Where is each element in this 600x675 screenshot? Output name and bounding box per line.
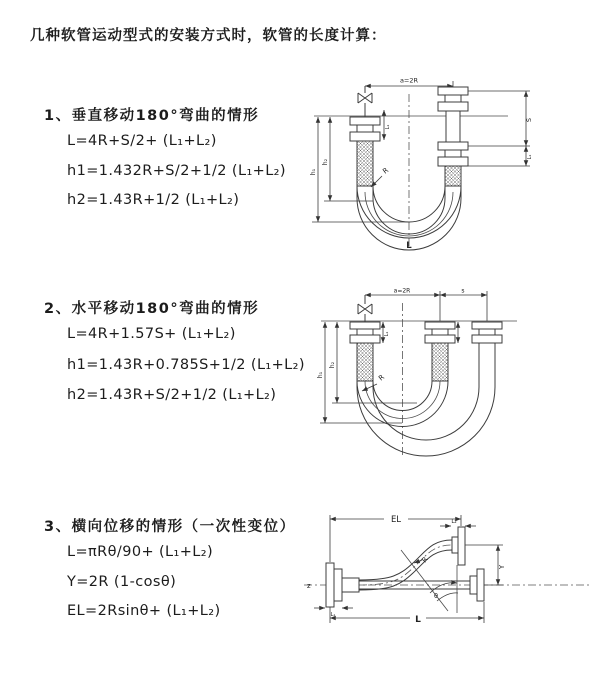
section-2-formula-l: L=4R+1.57S+ (L₁+L₂)	[67, 326, 236, 342]
diagram-horizontal-180-bend	[317, 283, 537, 460]
dimension-connector-right	[440, 519, 476, 526]
top-flange-hub	[452, 537, 458, 553]
right-hose-connector-moved	[472, 322, 502, 387]
dimension-stroke-s	[468, 91, 533, 166]
dim-label-s: S	[525, 117, 533, 123]
right-hose-connector-positions	[438, 87, 468, 198]
section-3-formula-el: EL=2Rsinθ+ (L₁+L₂)	[67, 603, 221, 619]
middle-hose-connector	[425, 322, 455, 381]
dim-label-el: EL	[390, 515, 402, 525]
angle-label: θ	[434, 592, 438, 600]
braided-hose-section	[357, 141, 373, 186]
dimension-el	[330, 515, 461, 565]
dimension-connector-left	[314, 608, 353, 618]
dim-label-l1: L₁	[384, 331, 390, 337]
length-label: L	[406, 241, 412, 251]
section-3-formula-y: Y=2R (1-cosθ)	[67, 574, 177, 590]
top-flange	[458, 527, 465, 565]
dim-label-span: a=2R	[399, 76, 419, 85]
section-1-formula-l: L=4R+S/2+ (L₁+L₂)	[67, 133, 217, 149]
radius-label: R	[377, 373, 387, 383]
braided-hose-section	[357, 343, 373, 381]
radius-label: R	[381, 166, 391, 176]
left-hose-connector	[350, 322, 380, 387]
section-3-heading: 3、横向位移的情形（一次性变位）	[44, 519, 296, 535]
radius-annotation	[371, 166, 390, 187]
dim-label-l2: L₂	[451, 519, 457, 525]
dim-label-stroke: s	[461, 287, 465, 295]
dim-label-y: Y	[498, 564, 506, 570]
left-flange	[326, 563, 359, 607]
diagram-lateral-displacement	[300, 505, 595, 645]
page-title: 几种软管运动型式的安装方式时，软管的长度计算：	[30, 28, 387, 44]
dim-label-span: a=2R	[393, 287, 411, 295]
centerline-break-mark: z	[307, 582, 311, 590]
valve-icon	[358, 86, 372, 117]
section-1-heading: 1、垂直移动180°弯曲的情形	[44, 108, 260, 124]
dim-label-h2: h₂	[322, 158, 329, 166]
dim-label-h2: h₂	[329, 361, 336, 369]
section-1-formula-h2: h2=1.43R+1/2 (L₁+L₂)	[67, 192, 240, 208]
braided-hose-section	[432, 343, 448, 381]
section-2-formula-h1: h1=1.43R+0.785S+1/2 (L₁+L₂)	[67, 357, 305, 373]
dimension-connector-left	[384, 110, 391, 140]
right-flange	[477, 569, 484, 601]
section-3-formula-l: L=πRθ/90+ (L₁+L₂)	[67, 544, 214, 560]
dimension-length	[330, 602, 484, 625]
dim-label-l: L	[415, 615, 421, 625]
dim-label-h1: h₁	[317, 371, 324, 379]
valve-icon	[358, 295, 372, 322]
dimension-span-2r	[365, 288, 487, 322]
radius-label: R	[420, 555, 430, 565]
section-1-formula-h1: h1=1.432R+S/2+1/2 (L₁+L₂)	[67, 163, 286, 179]
u-bend-arcs	[357, 381, 495, 456]
dim-label-h1: h₁	[310, 168, 317, 176]
left-hose-connector	[350, 117, 380, 198]
dim-label-l1: L₁	[330, 612, 336, 618]
section-2-formula-h2: h2=1.43R+S/2+1/2 (L₁+L₂)	[67, 387, 277, 403]
dim-label-l1-right: L₁	[527, 154, 533, 160]
dim-label-l1: L₁	[385, 124, 391, 130]
braided-hose-section	[445, 166, 461, 186]
section-2-heading: 2、水平移动180°弯曲的情形	[44, 301, 260, 317]
diagram-vertical-180-bend	[308, 70, 540, 255]
